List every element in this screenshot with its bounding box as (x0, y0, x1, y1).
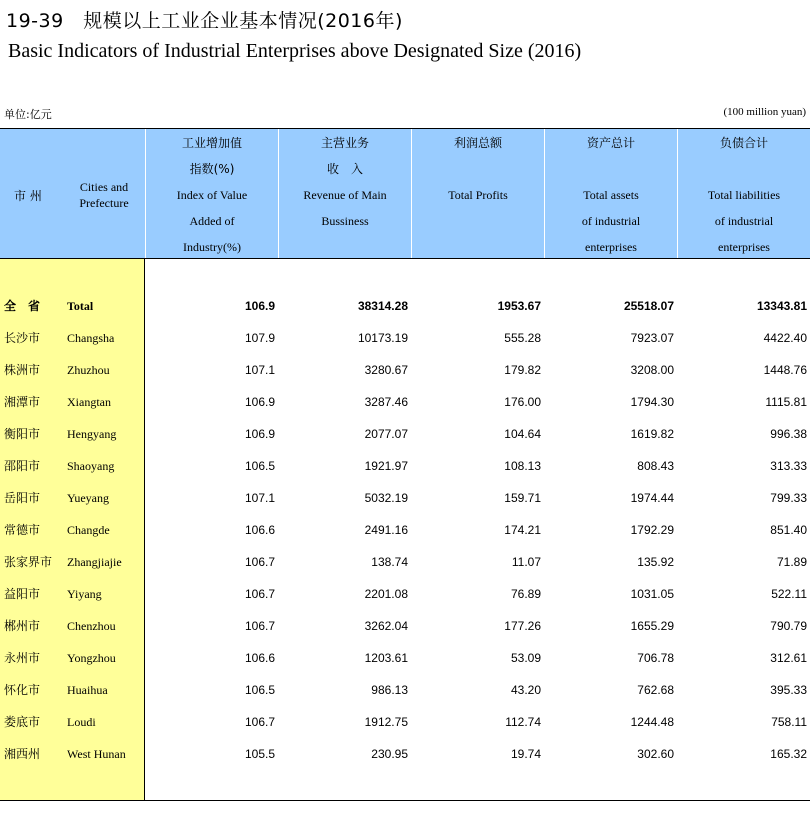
table-bottom-rule (0, 800, 810, 801)
revenue-cell: 10173.19 (357, 331, 408, 345)
table-row (0, 322, 810, 354)
header-cn-line: 主营业务 (320, 136, 369, 150)
region-name-cn: 邵阳市 (4, 459, 41, 473)
liabilities-cell: 13343.81 (756, 299, 807, 313)
table-row (0, 450, 810, 482)
profits-cell: 108.13 (504, 459, 541, 473)
table-row (0, 482, 810, 514)
table-row (0, 706, 810, 738)
header-en-line: Total assets (583, 188, 639, 202)
header-en-line: of industrial (714, 214, 774, 228)
region-name-cn: 岳阳市 (4, 491, 41, 505)
header-cn-line: 负债合计 (719, 136, 768, 150)
header-cn-line: 收 入 (326, 162, 363, 176)
page-title-cn: 19-39 规模以上工业企业基本情况(2016年) (6, 10, 403, 32)
profits-cell: 53.09 (510, 651, 541, 665)
assets-cell: 808.43 (637, 459, 674, 473)
table-row (0, 578, 810, 610)
profits-cell: 104.64 (504, 427, 541, 441)
header-revenue (278, 129, 411, 258)
revenue-cell: 2201.08 (364, 587, 408, 601)
profits-cell: 43.20 (510, 683, 541, 697)
table-row (0, 738, 810, 770)
header-en-line: Revenue of Main (303, 188, 387, 202)
assets-cell: 706.78 (637, 651, 674, 665)
table-row (0, 610, 810, 642)
table-row (0, 642, 810, 674)
region-name-en: Zhangjiajie (67, 555, 122, 569)
revenue-cell: 1912.75 (364, 715, 408, 729)
value-added-index-cell: 106.5 (244, 459, 275, 473)
header-en-line: Bussiness (321, 214, 369, 228)
profits-cell: 19.74 (510, 747, 541, 761)
region-name-cn: 长沙市 (4, 331, 41, 345)
region-name-en: Yiyang (67, 587, 102, 601)
profits-cell: 76.89 (510, 587, 541, 601)
assets-cell: 7923.07 (630, 331, 674, 345)
region-name-cn: 全 省 (4, 299, 41, 313)
region-name-cn: 张家界市 (4, 555, 53, 569)
header-en-line: Added of (189, 214, 235, 228)
region-name-en: Chenzhou (67, 619, 116, 633)
header-region-en-line: Cities and (79, 180, 129, 194)
revenue-cell: 38314.28 (357, 299, 408, 313)
value-added-index-cell: 106.9 (244, 299, 275, 313)
page-title-en: Basic Indicators of Industrial Enterprises above Designated Size (2016) (8, 40, 582, 62)
liabilities-cell: 790.79 (770, 619, 807, 633)
revenue-cell: 3280.67 (364, 363, 408, 377)
table-header (0, 128, 810, 259)
header-region-en (66, 179, 142, 211)
value-added-index-cell: 106.6 (244, 523, 275, 537)
revenue-cell: 3262.04 (364, 619, 408, 633)
value-added-index-cell: 106.7 (244, 715, 275, 729)
table-row (0, 546, 810, 578)
region-name-cn: 湘西州 (4, 747, 41, 761)
liabilities-cell: 1448.76 (763, 363, 807, 377)
liabilities-cell: 799.33 (770, 491, 807, 505)
region-name-cn: 益阳市 (4, 587, 41, 601)
region-name-en: Loudi (67, 715, 96, 729)
table-row (0, 386, 810, 418)
value-added-index-cell: 106.7 (244, 587, 275, 601)
liabilities-cell: 312.61 (770, 651, 807, 665)
table-row (0, 418, 810, 450)
region-name-en: Hengyang (67, 427, 117, 441)
profits-cell: 174.21 (504, 523, 541, 537)
assets-cell: 1794.30 (630, 395, 674, 409)
assets-cell: 1974.44 (630, 491, 674, 505)
assets-cell: 1655.29 (630, 619, 674, 633)
liabilities-cell: 1115.81 (765, 395, 807, 409)
header-en-line: Index of Value (176, 188, 248, 202)
value-added-index-cell: 106.7 (244, 619, 275, 633)
header-en-line: Total liabilities (707, 188, 781, 202)
region-name-cn: 怀化市 (4, 683, 41, 697)
assets-cell: 1031.05 (630, 587, 674, 601)
region-name-cn: 娄底市 (4, 715, 41, 729)
assets-cell: 302.60 (637, 747, 674, 761)
revenue-cell: 230.95 (371, 747, 408, 761)
header-region-cn: 市 州 (14, 189, 42, 203)
header-cn-line: 资产总计 (586, 136, 635, 150)
region-name-cn: 永州市 (4, 651, 41, 665)
table-row (0, 354, 810, 386)
profits-cell: 112.74 (505, 715, 541, 729)
unit-label-cn: 单位:亿元 (4, 108, 52, 121)
profits-cell: 179.82 (504, 363, 541, 377)
header-cn-line: 指数(%) (189, 162, 235, 176)
revenue-cell: 1921.97 (364, 459, 408, 473)
profits-cell: 177.26 (504, 619, 541, 633)
header-total-profits (411, 129, 544, 258)
region-name-en: Total (67, 299, 94, 313)
header-en-line: Industry(%) (183, 240, 241, 254)
value-added-index-cell: 106.5 (244, 683, 275, 697)
liabilities-cell: 71.89 (776, 555, 807, 569)
value-added-index-cell: 107.9 (244, 331, 275, 345)
region-name-cn: 株洲市 (4, 363, 41, 377)
header-total-assets (544, 129, 677, 258)
liabilities-cell: 165.32 (770, 747, 807, 761)
liabilities-cell: 758.11 (771, 715, 807, 729)
profits-cell: 11.07 (511, 555, 541, 569)
region-name-en: West Hunan (67, 747, 126, 761)
region-name-cn: 湘潭市 (4, 395, 41, 409)
region-name-cn: 衡阳市 (4, 427, 41, 441)
unit-label-en: (100 million yuan) (723, 106, 806, 118)
value-added-index-cell: 106.9 (244, 427, 275, 441)
table-row (0, 514, 810, 546)
value-added-index-cell: 106.7 (244, 555, 275, 569)
profits-cell: 555.28 (504, 331, 541, 345)
header-en-line: enterprises (585, 240, 637, 254)
assets-cell: 762.68 (637, 683, 674, 697)
revenue-cell: 2491.16 (364, 523, 408, 537)
table-row-total (0, 290, 810, 322)
revenue-cell: 1203.61 (364, 651, 408, 665)
table-row (0, 674, 810, 706)
liabilities-cell: 395.33 (770, 683, 807, 697)
value-added-index-cell: 107.1 (244, 491, 275, 505)
liabilities-cell: 996.38 (770, 427, 807, 441)
liabilities-cell: 4422.40 (763, 331, 807, 345)
profits-cell: 159.71 (504, 491, 541, 505)
profits-cell: 1953.67 (497, 299, 541, 313)
header-en-line: of industrial (581, 214, 641, 228)
header-region (0, 129, 145, 258)
header-en-line: Total Profits (448, 188, 508, 202)
region-name-cn: 郴州市 (4, 619, 41, 633)
value-added-index-cell: 105.5 (244, 747, 275, 761)
header-en-line: enterprises (718, 240, 770, 254)
assets-cell: 1792.29 (630, 523, 674, 537)
assets-cell: 3208.00 (630, 363, 674, 377)
revenue-cell: 986.13 (371, 683, 408, 697)
assets-cell: 1619.82 (630, 427, 674, 441)
value-added-index-cell: 106.9 (244, 395, 275, 409)
revenue-cell: 3287.46 (364, 395, 408, 409)
region-name-cn: 常德市 (4, 523, 41, 537)
revenue-cell: 5032.19 (364, 491, 408, 505)
region-name-en: Huaihua (67, 683, 108, 697)
region-name-en: Yongzhou (67, 651, 116, 665)
region-name-en: Shaoyang (67, 459, 115, 473)
value-added-index-cell: 106.6 (244, 651, 275, 665)
revenue-cell: 2077.07 (364, 427, 408, 441)
assets-cell: 135.92 (637, 555, 674, 569)
header-cn-line: 利润总额 (453, 136, 502, 150)
revenue-cell: 138.74 (371, 555, 408, 569)
region-name-en: Changde (67, 523, 110, 537)
liabilities-cell: 313.33 (770, 459, 807, 473)
header-region-en-line: Prefecture (79, 196, 129, 210)
header-cn-line: 工业增加值 (181, 136, 242, 150)
region-name-en: Xiangtan (67, 395, 111, 409)
header-value-added-index (145, 129, 278, 258)
region-name-en: Zhuzhou (67, 363, 110, 377)
liabilities-cell: 522.11 (771, 587, 807, 601)
value-added-index-cell: 107.1 (244, 363, 275, 377)
assets-cell: 25518.07 (623, 299, 674, 313)
assets-cell: 1244.48 (630, 715, 674, 729)
region-name-en: Yueyang (67, 491, 109, 505)
region-name-en: Changsha (67, 331, 115, 345)
profits-cell: 176.00 (504, 395, 541, 409)
header-total-liabilities (677, 129, 810, 258)
liabilities-cell: 851.40 (770, 523, 807, 537)
